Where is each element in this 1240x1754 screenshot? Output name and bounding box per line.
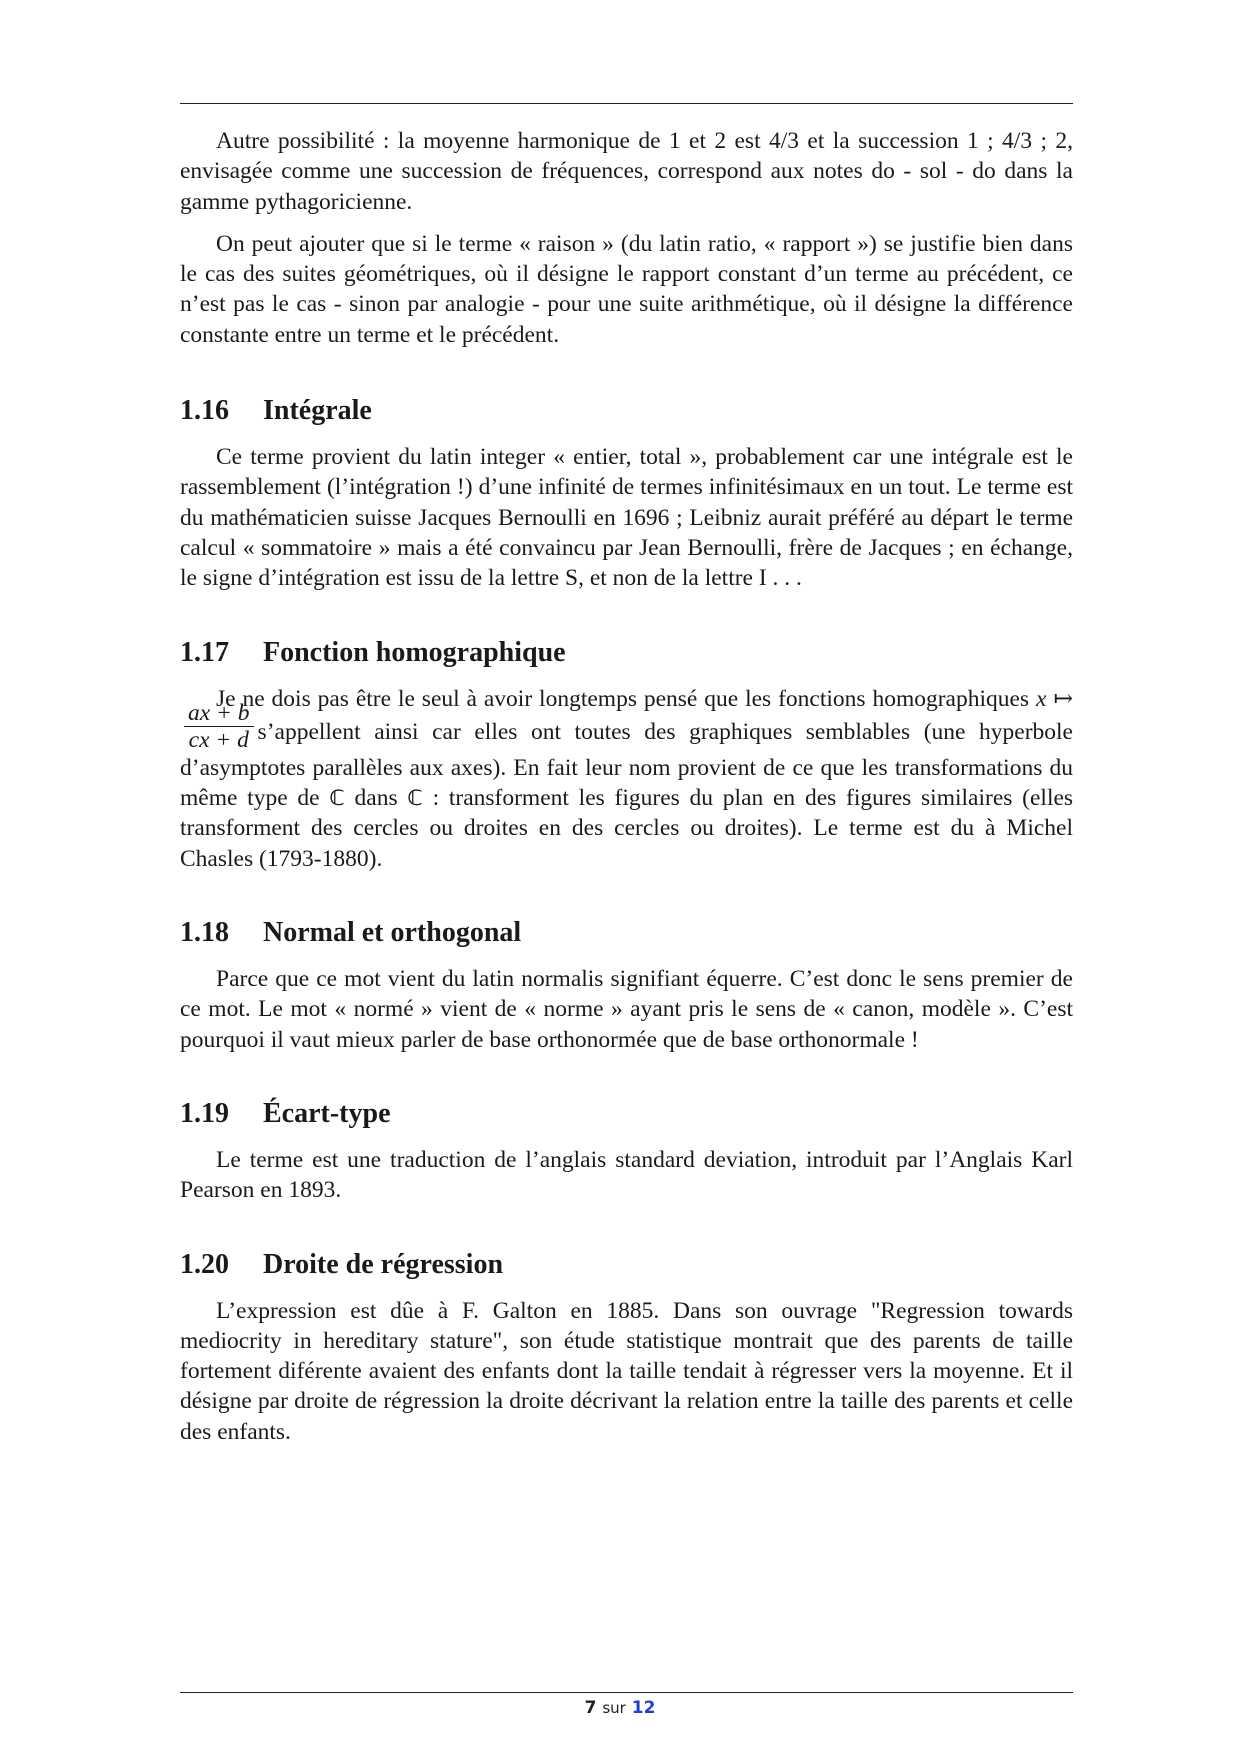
intro-paragraph-2: On peut ajouter que si le terme « raison » (du latin ratio, « rapport ») se justifie bien dans le cas des suites géométriques, où il désigne le rapport constant d’un terme au précédent, ce n’est pas le cas - sinon par analogie - pour une suite arithmétique, où il désigne la différence constante entre un terme et le précédent.: [180, 230, 1073, 348]
section-text-ecart-type: Le terme est une traduction de l’anglais standard deviation, introduit par l’Anglais Karl Pearson en 1893.: [180, 1146, 1073, 1204]
text-fragment: Je ne dois pas être le seul à avoir longtemps pensé que les fonctions homographiques: [216, 685, 1030, 712]
section-heading-integrale: [180, 394, 1073, 428]
current-page-number: 7: [584, 1698, 597, 1718]
section-number: 1.19: [180, 1097, 229, 1129]
section-text-integrale: Ce terme provient du latin integer « entier, total », probablement car une intégrale est le rassemblement (l’intégration !) d’une infinité de termes infinitésimaux en un tout. Le terme est du mathématicien suisse Jacques Bernoulli en 1696 ; Leibniz aurait préféré au départ le terme calcul « sommatoire » mais a été convaincu par Jean Bernoulli, frère de Jacques ; en échange, le signe d’intégration est issu de la lettre S, et non de la lettre I . . .: [180, 444, 1073, 592]
math-fraction: [184, 700, 254, 753]
section-number: 1.18: [180, 917, 229, 949]
section-text-regression: L’expression est dûe à F. Galton en 1885. Dans son ouvrage "Regression towards mediocrity in hereditary stature", son étude statistique montrait que des parents de taille fortement diférente avaient des enfants dont la taille tendait à régresser vers la moyenne. Et il désigne par droite de régression la droite décrivant la relation entre la taille des parents et celle des enfants.: [180, 1297, 1073, 1445]
page-footer: [0, 1698, 1240, 1718]
text-fragment: s’appellent ainsi car elles ont toutes des graphiques semblables (une hyperbole d’asymptotes parallèles aux axes). En fait leur nom provient de ce que les transformations du même type de: [180, 718, 1073, 812]
section-title: Écart-type: [263, 1097, 391, 1129]
total-pages-link[interactable]: 12: [631, 1698, 656, 1718]
section-number: 1.16: [180, 395, 229, 427]
math-map-variable: x ↦: [1036, 685, 1074, 712]
section-text-homographique: [180, 684, 1073, 874]
section-title: Intégrale: [263, 395, 372, 427]
page-body: [180, 126, 1073, 1459]
fraction-numerator: ax + b: [188, 699, 250, 726]
complex-set-symbol: ℂ: [329, 786, 345, 811]
text-fragment: dans: [354, 785, 398, 812]
intro-paragraph-1: Autre possibilité : la moyenne harmonique de 1 et 2 est 4/3 et la succession 1 ; 4/3 ; 2, envisagée comme une succession de fréquences, correspond aux notes do - sol - do dans la gamme pythagoricienne.: [180, 128, 1073, 215]
page-separator: sur: [602, 1699, 626, 1717]
text-fragment: : transforment les figures du plan en des figures similaires (elles transforment des cercles ou droites en des cercles ou droites). Le terme est du à Michel Chasles (1793-1880).: [180, 785, 1074, 872]
fraction-denominator: cx + d: [184, 726, 254, 753]
complex-set-symbol: ℂ: [407, 786, 423, 811]
section-title: Normal et orthogonal: [263, 917, 522, 949]
header-rule: [180, 103, 1073, 104]
section-title: Droite de régression: [263, 1248, 504, 1280]
section-heading-homographique: [180, 636, 1073, 670]
section-heading-ecart-type: [180, 1097, 1073, 1131]
section-text-normal: Parce que ce mot vient du latin normalis signifiant équerre. C’est donc le sens premier de ce mot. Le mot « normé » vient de « norme » ayant pris le sens de « canon, modèle ». C’est pourquoi il vaut mieux parler de base orthonormée que de base orthonormale !: [180, 966, 1073, 1053]
section-title: Fonction homographique: [263, 636, 566, 668]
section-heading-regression: [180, 1248, 1073, 1282]
section-number: 1.17: [180, 636, 229, 668]
section-heading-normal: [180, 916, 1073, 950]
section-number: 1.20: [180, 1248, 229, 1280]
footer-rule: [180, 1692, 1073, 1693]
